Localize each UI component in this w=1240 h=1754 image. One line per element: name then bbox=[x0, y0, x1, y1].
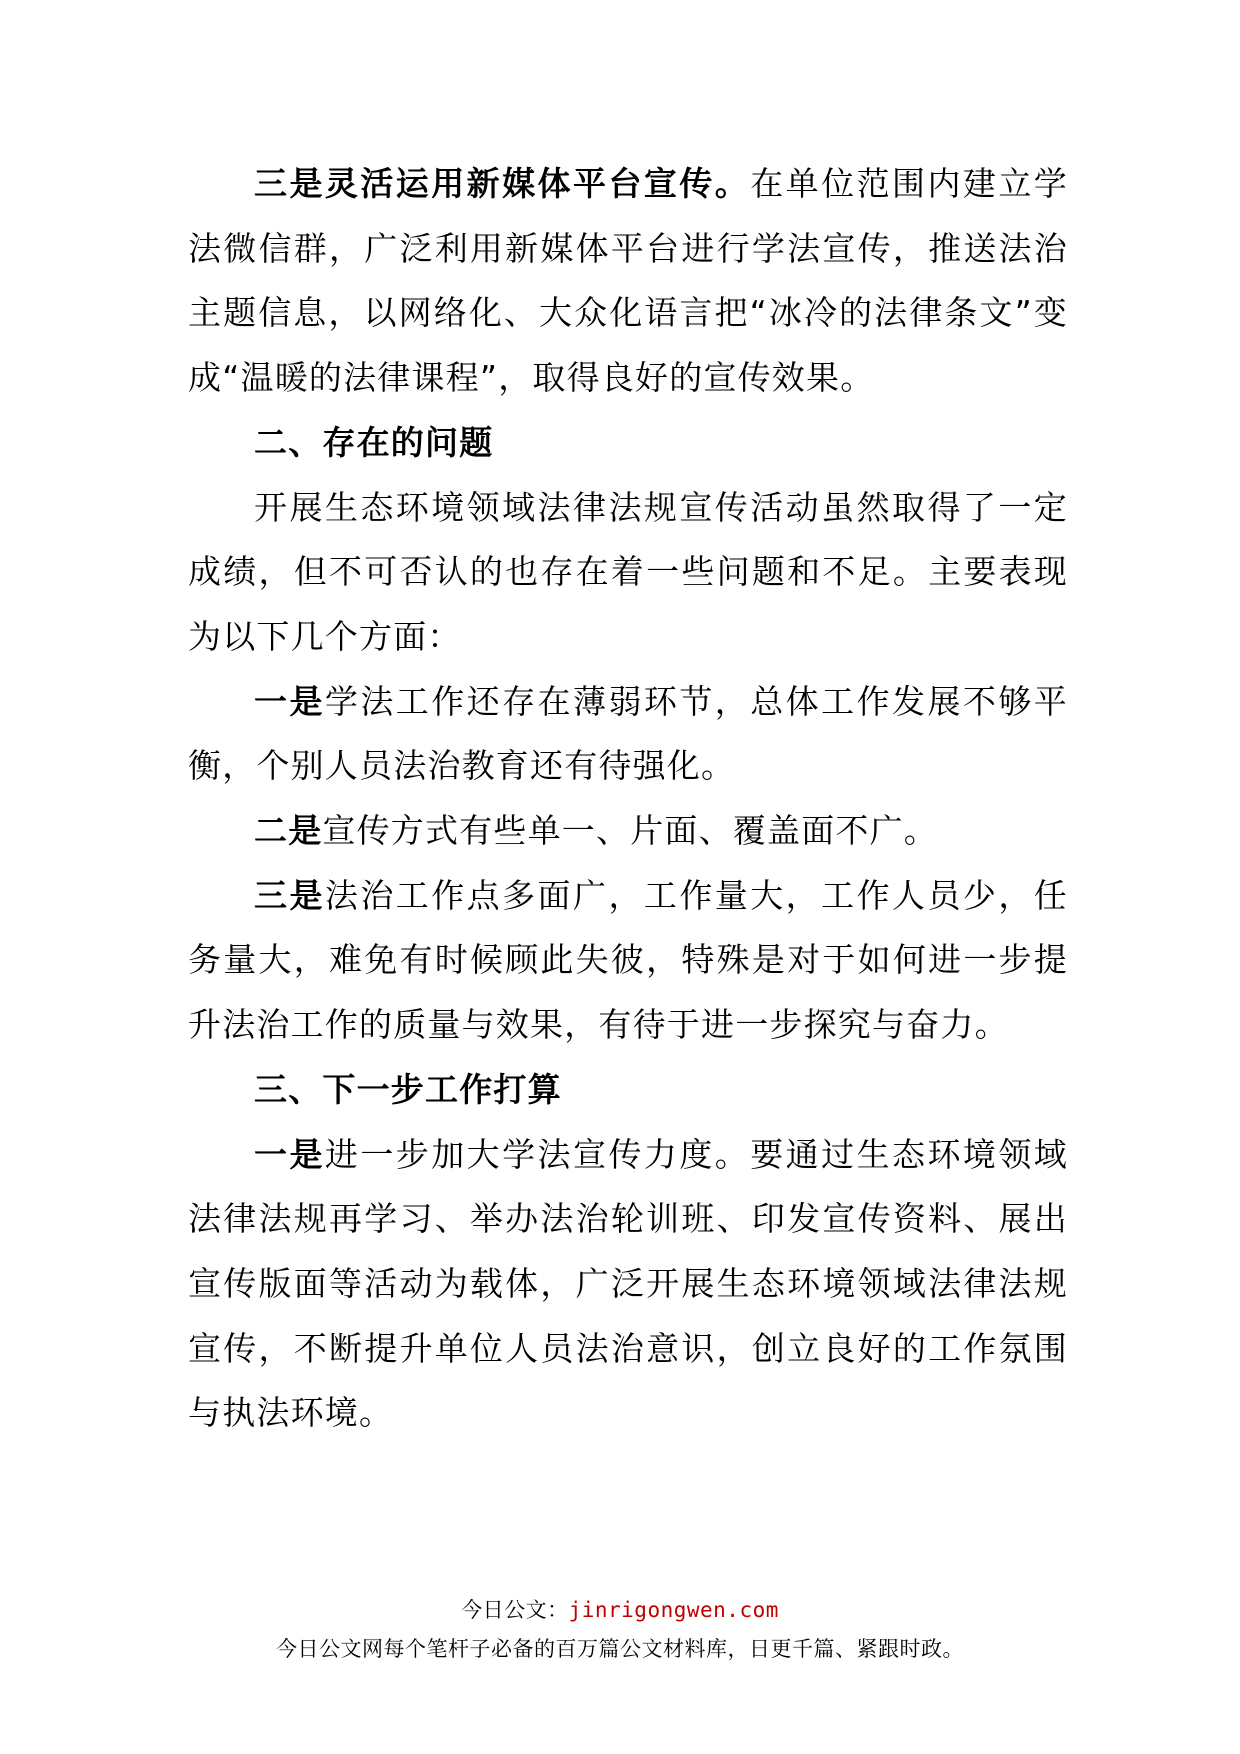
paragraph-lead: 一是 bbox=[254, 1134, 325, 1174]
paragraph-text: 宣传方式有些单一、片面、覆盖面不广。 bbox=[322, 811, 939, 851]
paragraph-problem-1 bbox=[188, 670, 1068, 799]
paragraph-text: 进一步加大学法宣传力度。要通过生态环境领域法律法规再学习、举办法治轮训班、印发宣传资料、展出宣传版面等活动为载体，广泛开展生态环境领域法律法规宣传，不断提升单位人员法治意识，创立良好的工作氛围与执法环境。 bbox=[188, 1134, 1068, 1433]
paragraph-problems-intro bbox=[188, 476, 1068, 670]
footer-label: 今日公文： bbox=[461, 1598, 569, 1622]
paragraph-text: 法治工作点多面广，工作量大，工作人员少，任务量大，难免有时候顾此失彼，特殊是对于如何进一步提升法治工作的质量与效果，有待于进一步探究与奋力。 bbox=[188, 875, 1068, 1045]
paragraph-lead: 一是 bbox=[254, 681, 325, 721]
paragraph-lead: 二是 bbox=[254, 811, 323, 851]
paragraph-problem-3 bbox=[188, 864, 1068, 1058]
paragraph-lead: 三是灵活运用新媒体平台宣传。 bbox=[254, 164, 751, 203]
footer-source bbox=[0, 1594, 1240, 1624]
footer-tagline: 今日公文网每个笔杆子必备的百万篇公文材料库，日更千篇、紧跟时政。 bbox=[276, 1637, 964, 1661]
paragraph-text: 开展生态环境领域法律法规宣传活动虽然取得了一定成绩，但不可否认的也存在着一些问题和不足。主要表现为以下几个方面： bbox=[188, 487, 1068, 656]
paragraph-plan-1 bbox=[188, 1123, 1068, 1447]
footer-url-link[interactable]: jinrigongwen.com bbox=[568, 1598, 779, 1622]
paragraph-text: 学法工作还存在薄弱环节，总体工作发展不够平衡，个别人员法治教育还有待强化。 bbox=[188, 681, 1068, 786]
paragraph-problem-2 bbox=[188, 799, 1068, 864]
section-heading-next-steps: 三、下一步工作打算 bbox=[254, 1069, 562, 1109]
document-body bbox=[188, 152, 1068, 1446]
paragraph-new-media bbox=[188, 152, 1068, 411]
paragraph-lead: 三是 bbox=[254, 875, 325, 915]
section-heading-problems: 二、存在的问题 bbox=[254, 422, 494, 462]
paragraph-text: 在单位范围内建立学法微信群，广泛利用新媒体平台进行学法宣传，推送法治主题信息，以网络化、大众化语言把“冰冷的法律条文”变成“温暖的法律课程”，取得良好的宣传效果。 bbox=[188, 164, 1068, 398]
